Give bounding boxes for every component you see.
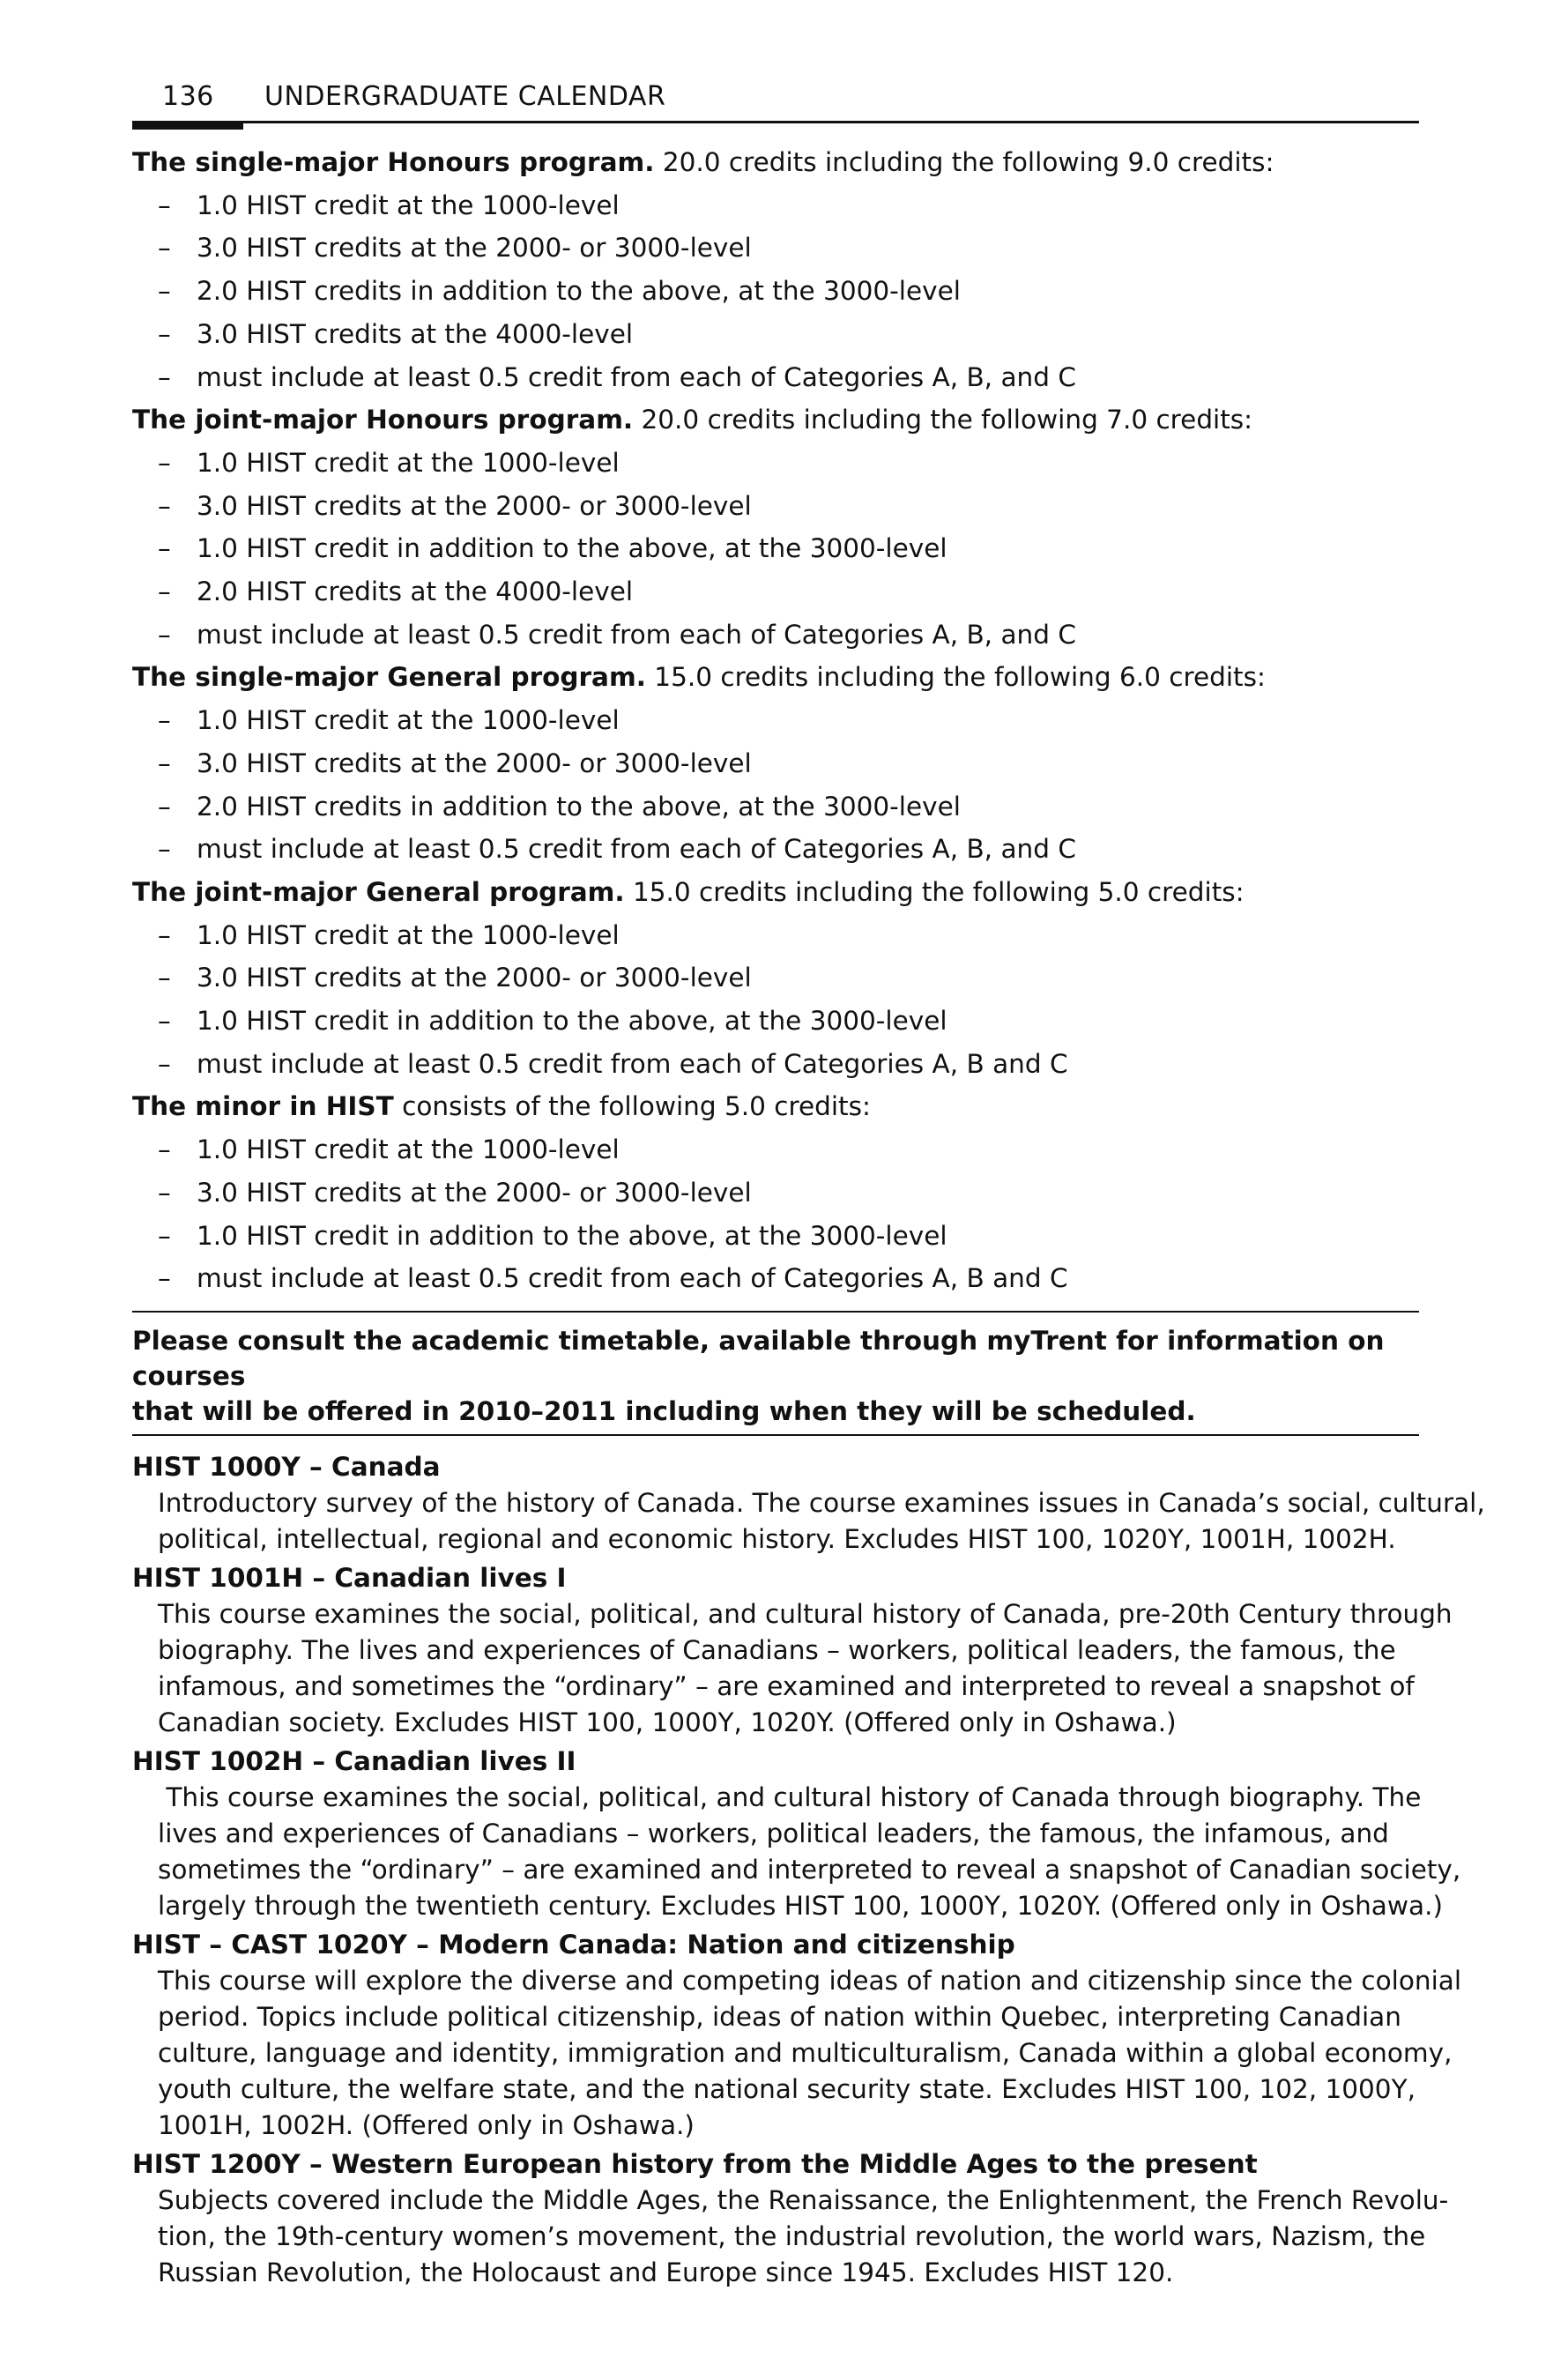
- program-summary: 20.0 credits including the following 7.0 credits:: [633, 405, 1253, 435]
- requirement-text: must include at least 0.5 credit from each of Categories A, B, and C: [197, 834, 1076, 865]
- requirement-item: [132, 313, 1419, 356]
- course-title: HIST 1001H – Canadian lives I: [132, 1562, 567, 1593]
- requirement-list: [132, 1128, 1419, 1300]
- dash-bullet: –: [158, 963, 171, 993]
- program-name: The single-major General program.: [132, 662, 646, 693]
- requirement-item: [132, 1215, 1419, 1258]
- course-description: [132, 1485, 1485, 1558]
- dash-bullet: –: [158, 705, 171, 736]
- requirement-item: [132, 914, 1419, 957]
- course-entry: [132, 1448, 1485, 1558]
- description-line: This course examines the social, political, and cultural history of Canada through biography. The: [158, 1781, 1422, 1812]
- dash-bullet: –: [158, 1048, 171, 1079]
- program-heading: [132, 656, 1419, 699]
- program-block: [132, 871, 1419, 1086]
- dash-bullet: –: [158, 619, 171, 650]
- course-description: [132, 1963, 1462, 2144]
- course-title: HIST 1002H – Canadian lives II: [132, 1745, 576, 1776]
- requirement-text: 2.0 HIST credits in addition to the above, at the 3000-level: [197, 791, 961, 822]
- dash-bullet: –: [158, 791, 171, 822]
- description-line: sometimes the “ordinary” – are examined and interpreted to reveal a snapshot of Canadian society,: [158, 1854, 1461, 1885]
- requirement-text: must include at least 0.5 credit from each of Categories A, B, and C: [197, 361, 1076, 392]
- requirement-text: 3.0 HIST credits at the 2000- or 3000-level: [197, 963, 752, 993]
- course-title: HIST – CAST 1020Y – Modern Canada: Nation and citizenship: [132, 1929, 1015, 1960]
- requirement-list: [132, 914, 1419, 1086]
- requirement-text: 3.0 HIST credits at the 2000- or 3000-level: [197, 233, 752, 264]
- requirement-item: [132, 270, 1419, 313]
- description-line: Canadian society. Excludes HIST 100, 1000Y, 1020Y. (Offered only in Oshawa.): [158, 1707, 1177, 1737]
- requirement-text: 3.0 HIST credits at the 2000- or 3000-level: [197, 747, 752, 778]
- requirement-item: [132, 1171, 1419, 1215]
- requirement-item: [132, 785, 1419, 829]
- requirement-text: 1.0 HIST credit at the 1000-level: [197, 1134, 620, 1165]
- course-description: [132, 1596, 1453, 1741]
- description-line: lives and experiences of Canadians – workers, political leaders, the famous, the infamous, and: [158, 1818, 1389, 1848]
- header-tab-bar: [132, 121, 243, 130]
- requirement-item: [132, 956, 1419, 1000]
- dash-bullet: –: [158, 233, 171, 264]
- dash-bullet: –: [158, 190, 171, 220]
- description-line: This course examines the social, political, and cultural history of Canada, pre-20th Century through: [158, 1598, 1453, 1629]
- description-line: infamous, and sometimes the “ordinary” – are examined and interpreted to reveal a snapshot of: [158, 1670, 1415, 1701]
- course-title: HIST 1000Y – Canada: [132, 1451, 441, 1482]
- dash-bullet: –: [158, 447, 171, 478]
- requirement-text: 1.0 HIST credit in addition to the above, at the 3000-level: [197, 1220, 947, 1251]
- course-entry: [132, 1559, 1453, 1741]
- page-number: 136: [162, 81, 214, 112]
- course-list: [132, 1448, 1485, 2291]
- requirement-item: [132, 356, 1419, 399]
- requirement-item: [132, 527, 1419, 570]
- dash-bullet: –: [158, 576, 171, 607]
- program-heading: [132, 398, 1419, 442]
- program-heading: [132, 871, 1419, 914]
- dash-bullet: –: [158, 318, 171, 349]
- description-line: This course will explore the diverse and competing ideas of nation and citizenship since the colonial: [158, 1965, 1462, 1996]
- description-line: youth culture, the welfare state, and the national security state. Excludes HIST 100, 102, 1000Y,: [158, 2073, 1416, 2104]
- description-line: Subjects covered include the Middle Ages, the Renaissance, the Enlightenment, the French Revolu-: [158, 2184, 1449, 2215]
- program-name: The joint-major Honours program.: [132, 405, 634, 435]
- requirement-item: [132, 1128, 1419, 1171]
- requirement-item: [132, 1257, 1419, 1300]
- description-line: biography. The lives and experiences of Canadians – workers, political leaders, the famous, the: [158, 1634, 1396, 1665]
- dash-bullet: –: [158, 361, 171, 392]
- course-entry: [132, 1926, 1462, 2144]
- notice-line: Please consult the academic timetable, available through myTrent for information on courses: [132, 1325, 1385, 1391]
- header-title: UNDERGRADUATE CALENDAR: [264, 81, 666, 112]
- requirement-text: 1.0 HIST credit at the 1000-level: [197, 447, 620, 478]
- course-title: HIST 1200Y – Western European history from the Middle Ages to the present: [132, 2148, 1258, 2179]
- requirement-item: [132, 485, 1419, 528]
- requirement-item: [132, 442, 1419, 485]
- requirement-item: [132, 227, 1419, 270]
- dash-bullet: –: [158, 1220, 171, 1251]
- requirement-text: 2.0 HIST credits at the 4000-level: [197, 576, 634, 607]
- dash-bullet: –: [158, 834, 171, 865]
- requirement-item: [132, 184, 1419, 227]
- requirement-list: [132, 699, 1419, 871]
- description-line: largely through the twentieth century. Excludes HIST 100, 1000Y, 1020Y. (Offered only in Oshawa.): [158, 1890, 1443, 1921]
- dash-bullet: –: [158, 1263, 171, 1294]
- requirement-text: must include at least 0.5 credit from each of Categories A, B, and C: [197, 619, 1076, 650]
- dash-bullet: –: [158, 490, 171, 521]
- program-summary: 15.0 credits including the following 6.0 credits:: [645, 662, 1266, 693]
- requirement-text: must include at least 0.5 credit from each of Categories A, B and C: [197, 1263, 1068, 1294]
- program-requirements: [132, 141, 1419, 1300]
- dash-bullet: –: [158, 533, 171, 564]
- requirement-text: 1.0 HIST credit in addition to the above, at the 3000-level: [197, 1006, 947, 1037]
- dash-bullet: –: [158, 1006, 171, 1037]
- course-description: [132, 2183, 1449, 2291]
- requirement-text: must include at least 0.5 credit from each of Categories A, B and C: [197, 1048, 1068, 1079]
- requirement-text: 1.0 HIST credit at the 1000-level: [197, 705, 620, 736]
- requirement-text: 1.0 HIST credit at the 1000-level: [197, 919, 620, 950]
- program-name: The joint-major General program.: [132, 876, 625, 907]
- program-summary: 20.0 credits including the following 9.0 credits:: [654, 147, 1274, 177]
- course-entry: [132, 1743, 1461, 1924]
- timetable-notice: [132, 1311, 1419, 1436]
- program-block: [132, 1085, 1419, 1300]
- requirement-list: [132, 442, 1419, 657]
- description-line: period. Topics include political citizenship, ideas of nation within Quebec, interpreting Canadian: [158, 2001, 1401, 2032]
- running-header: [132, 81, 1419, 134]
- requirement-text: 1.0 HIST credit in addition to the above, at the 3000-level: [197, 533, 947, 564]
- dash-bullet: –: [158, 276, 171, 307]
- program-block: [132, 656, 1419, 871]
- description-line: tion, the 19th-century women’s movement, the industrial revolution, the world wars, Nazism, the: [158, 2220, 1426, 2251]
- description-line: Russian Revolution, the Holocaust and Europe since 1945. Excludes HIST 120.: [158, 2257, 1174, 2287]
- requirement-text: 3.0 HIST credits at the 2000- or 3000-level: [197, 490, 752, 521]
- program-block: [132, 398, 1419, 656]
- dash-bullet: –: [158, 1134, 171, 1165]
- requirement-text: 1.0 HIST credit at the 1000-level: [197, 190, 620, 220]
- program-name: The minor in HIST: [132, 1091, 394, 1122]
- requirement-item: [132, 1000, 1419, 1043]
- course-description: [132, 1780, 1461, 1924]
- requirement-text: 3.0 HIST credits at the 4000-level: [197, 318, 634, 349]
- requirement-item: [132, 570, 1419, 614]
- dash-bullet: –: [158, 1177, 171, 1208]
- notice-line: that will be offered in 2010–2011 including when they will be scheduled.: [132, 1395, 1196, 1426]
- program-summary: consists of the following 5.0 credits:: [393, 1091, 871, 1122]
- description-line: 1001H, 1002H. (Offered only in Oshawa.): [158, 2109, 695, 2140]
- program-block: [132, 141, 1419, 398]
- requirement-item: [132, 1043, 1419, 1086]
- requirement-list: [132, 184, 1419, 399]
- description-line: political, intellectual, regional and economic history. Excludes HIST 100, 1020Y, 1001H, 1002H.: [158, 1523, 1396, 1554]
- dash-bullet: –: [158, 747, 171, 778]
- requirement-item: [132, 699, 1419, 742]
- calendar-page: [132, 81, 1485, 2293]
- header-rule: [132, 121, 1419, 123]
- program-summary: 15.0 credits including the following 5.0 credits:: [624, 876, 1245, 907]
- course-entry: [132, 2146, 1449, 2291]
- dash-bullet: –: [158, 919, 171, 950]
- description-line: Introductory survey of the history of Canada. The course examines issues in Canada’s social, cultural,: [158, 1487, 1485, 1518]
- program-heading: [132, 141, 1419, 184]
- program-heading: [132, 1085, 1419, 1128]
- program-name: The single-major Honours program.: [132, 147, 655, 177]
- requirement-text: 2.0 HIST credits in addition to the above, at the 3000-level: [197, 276, 961, 307]
- requirement-text: 3.0 HIST credits at the 2000- or 3000-level: [197, 1177, 752, 1208]
- description-line: culture, language and identity, immigration and multiculturalism, Canada within a global economy,: [158, 2037, 1453, 2068]
- requirement-item: [132, 742, 1419, 785]
- requirement-item: [132, 828, 1419, 871]
- requirement-item: [132, 614, 1419, 657]
